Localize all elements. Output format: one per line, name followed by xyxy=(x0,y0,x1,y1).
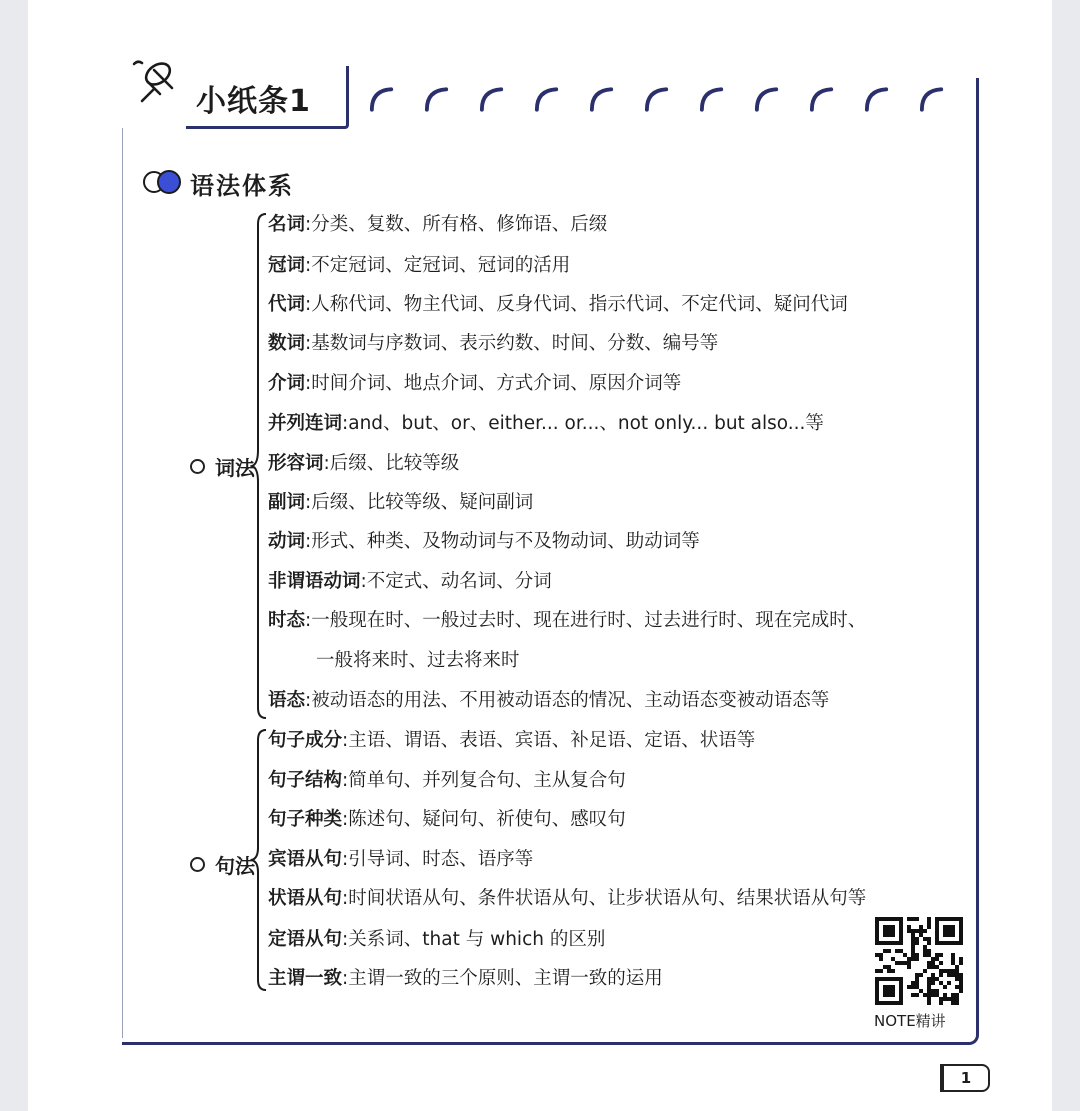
page-title: 小纸条1 xyxy=(196,84,311,119)
lexical-item: 冠词:不定冠词、定冠词、冠词的活用 xyxy=(268,255,571,276)
circle-bullet-icon xyxy=(190,857,205,872)
group-label-text: 词法 xyxy=(215,456,255,480)
lexical-item: 名词:分类、复数、所有格、修饰语、后缀 xyxy=(268,214,608,235)
binder-ring-icon xyxy=(918,84,947,114)
qr-code-icon[interactable] xyxy=(875,917,963,1005)
binder-ring-icon xyxy=(863,84,892,114)
syntax-item: 主谓一致:主谓一致的三个原则、主谓一致的运用 xyxy=(268,968,663,989)
binder-ring-icon xyxy=(533,84,562,114)
lexical-item: 形容词:后缀、比较等级 xyxy=(268,453,460,474)
lexical-item: 数词:基数词与序数词、表示约数、时间、分数、编号等 xyxy=(268,333,719,354)
section-title: 语法体系 xyxy=(190,171,294,200)
binder-ring-icon xyxy=(808,84,837,114)
lexical-item: 时态:一般现在时、一般过去时、现在进行时、过去进行时、现在完成时、 xyxy=(268,610,867,631)
lexical-item: 副词:后缀、比较等级、疑问副词 xyxy=(268,492,534,513)
binder-ring-icon xyxy=(753,84,782,114)
lexical-item: 并列连词:and、but、or、either... or...、not only... but also...等 xyxy=(268,413,824,434)
card-left-edge xyxy=(122,128,123,1038)
group-label-lexical xyxy=(190,452,255,481)
lexical-item: 非谓语动词:不定式、动名词、分词 xyxy=(268,571,552,592)
syntax-item: 宾语从句:引导词、时态、语序等 xyxy=(268,849,534,870)
circle-bullet-icon xyxy=(190,459,205,474)
syntax-item: 句子成分:主语、谓语、表语、宾语、补足语、定语、状语等 xyxy=(268,730,756,751)
binder-ring-icon xyxy=(368,84,397,114)
binder-ring-icon xyxy=(643,84,672,114)
group-label-text: 句法 xyxy=(215,854,255,878)
qr-label: NOTE精讲 xyxy=(874,1012,946,1030)
page-number: 1 xyxy=(940,1064,990,1092)
group-label-syntax xyxy=(190,850,255,879)
brace-icon xyxy=(250,728,270,992)
push-pin-icon xyxy=(128,56,186,108)
binder-ring-icon xyxy=(423,84,452,114)
section-bullet-icon xyxy=(142,168,184,196)
lexical-item: 语态:被动语态的用法、不用被动语态的情况、主动语态变被动语态等 xyxy=(268,690,830,711)
lexical-item: 代词:人称代词、物主代词、反身代词、指示代词、不定代词、疑问代词 xyxy=(268,294,848,315)
binder-ring-icon xyxy=(478,84,507,114)
binder-rings xyxy=(368,84,947,114)
brace-icon xyxy=(250,212,270,720)
syntax-item: 句子结构:简单句、并列复合句、主从复合句 xyxy=(268,770,626,791)
binder-ring-icon xyxy=(588,84,617,114)
binder-ring-icon xyxy=(698,84,727,114)
lexical-item-continuation: 一般将来时、过去将来时 xyxy=(316,650,520,671)
lexical-item: 动词:形式、种类、及物动词与不及物动词、助动词等 xyxy=(268,531,700,552)
lexical-item: 介词:时间介词、地点介词、方式介词、原因介词等 xyxy=(268,373,682,394)
syntax-item: 句子种类:陈述句、疑问句、祈使句、感叹句 xyxy=(268,809,626,830)
syntax-item: 状语从句:时间状语从句、条件状语从句、让步状语从句、结果状语从句等 xyxy=(268,888,867,909)
syntax-item: 定语从句:关系词、that 与 which 的区别 xyxy=(268,929,606,950)
